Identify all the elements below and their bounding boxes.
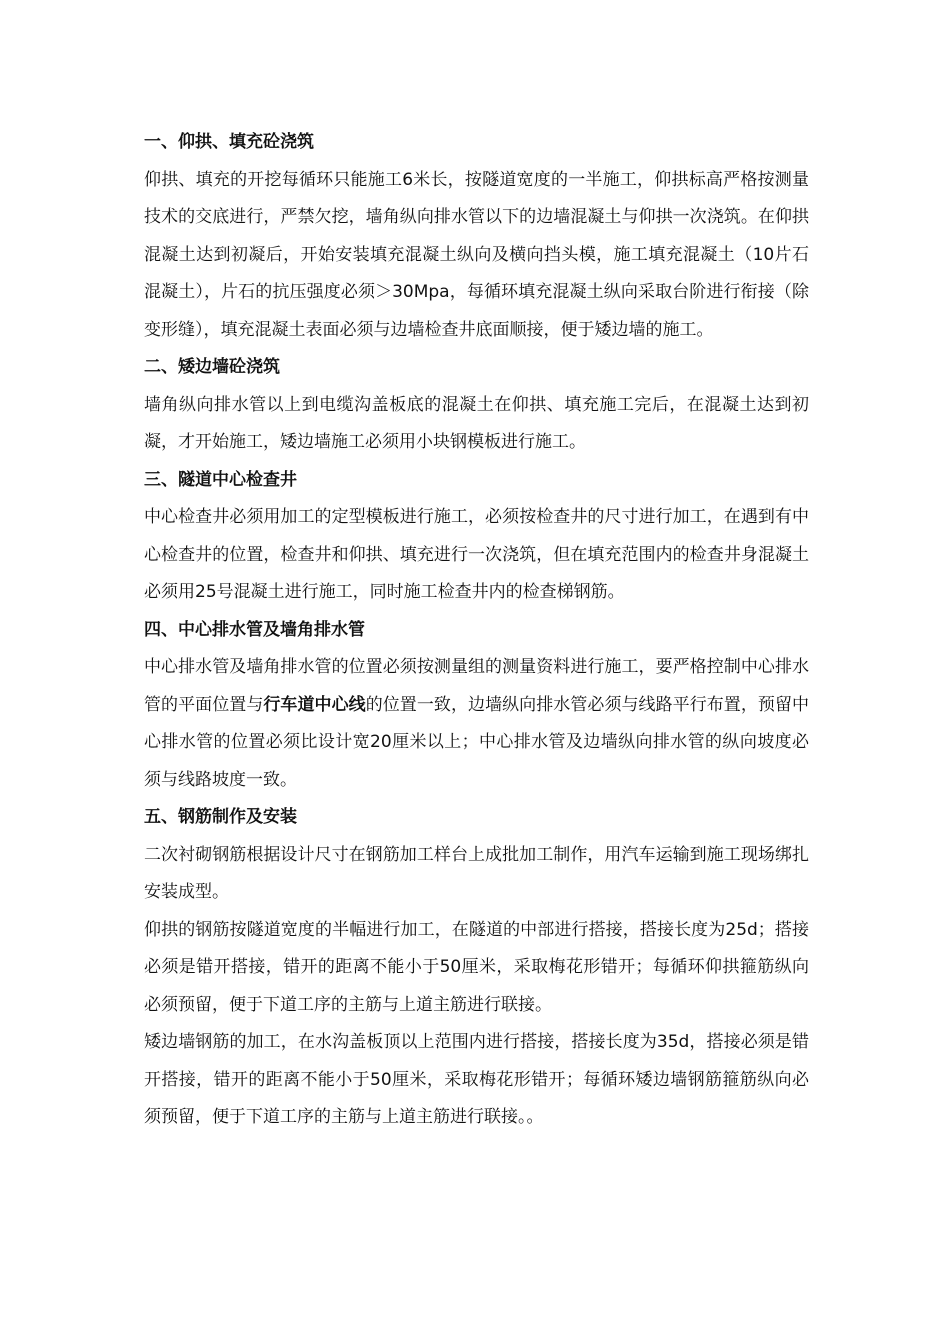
section-heading: 二、矮边墙砼浇筑 — [144, 357, 280, 377]
section-paragraph: 墙角纵向排水管以上到电缆沟盖板底的混凝土在仰拱、填充施工完后，在混凝土达到初凝，才开始施工，矮边墙施工必须用小块钢模板进行施工。 — [144, 394, 809, 452]
paragraph-text: 中心排水管及墙角排水管的位置必须按测量组的测量资料进行施工，要严格控制中心排水管的平面位置与 — [144, 657, 809, 715]
emphasis-text: 行车道中心线 — [263, 694, 366, 715]
paragraph-text: 的位置一致，边墙纵向排水管必须与线路平行布置，预留中心排水管的位置必须比设计宽20厘米以上；中心排水管及边墙纵向排水管的纵向坡度必须与线路坡度一致。 — [144, 694, 810, 790]
section-heading: 三、隧道中心检查井 — [144, 469, 297, 490]
section-heading: 一、仰拱、填充砼浇筑 — [144, 132, 314, 152]
section-heading: 五、钢筋制作及安装 — [144, 807, 297, 827]
section-paragraph: 二次衬砌钢筋根据设计尺寸在钢筋加工样台上成批加工制作，用汽车运输到施工现场绑扎安装成型。 — [144, 844, 809, 902]
section-paragraph: 仰拱的钢筋按隧道宽度的半幅进行加工，在隧道的中部进行搭接，搭接长度为25d；搭接必须是错开搭接，错开的距离不能小于50厘米，采取梅花形错开；每循环仰拱箍筋纵向必须预留，便于下道工序的主筋与上道主筋进行联接。 — [144, 919, 809, 1015]
section-paragraph — [144, 649, 809, 799]
section-paragraph: 仰拱、填充的开挖每循环只能施工6米长，按隧道宽度的一半施工，仰拱标高严格按测量技术的交底进行，严禁欠挖，墙角纵向排水管以下的边墙混凝土与仰拱一次浇筑。在仰拱混凝土达到初凝后，开始安装填充混凝土纵向及横向挡头模，施工填充混凝土（10片石混凝土），片石的抗压强度必须＞30Mpa，每循环填充混凝土纵向采取台阶进行衔接（除变形缝），填充混凝土表面必须与边墙检查井底面顺接，便于矮边墙的施工。 — [144, 169, 809, 340]
section-paragraph: 矮边墙钢筋的加工，在水沟盖板顶以上范围内进行搭接，搭接长度为35d，搭接必须是错开搭接，错开的距离不能小于50厘米，采取梅花形错开；每循环矮边墙钢筋箍筋纵向必须预留，便于下道工序的主筋与上道主筋进行联接。。 — [144, 1032, 809, 1127]
section-paragraph: 中心检查井必须用加工的定型模板进行施工，必须按检查井的尺寸进行加工，在遇到有中心检查井的位置，检查井和仰拱、填充进行一次浇筑，但在填充范围内的检查井身混凝土必须用25号混凝土进行施工，同时施工检查井内的检查梯钢筋。 — [144, 507, 809, 602]
section-heading: 四、中心排水管及墙角排水管 — [144, 619, 365, 640]
document-body — [144, 124, 809, 1137]
